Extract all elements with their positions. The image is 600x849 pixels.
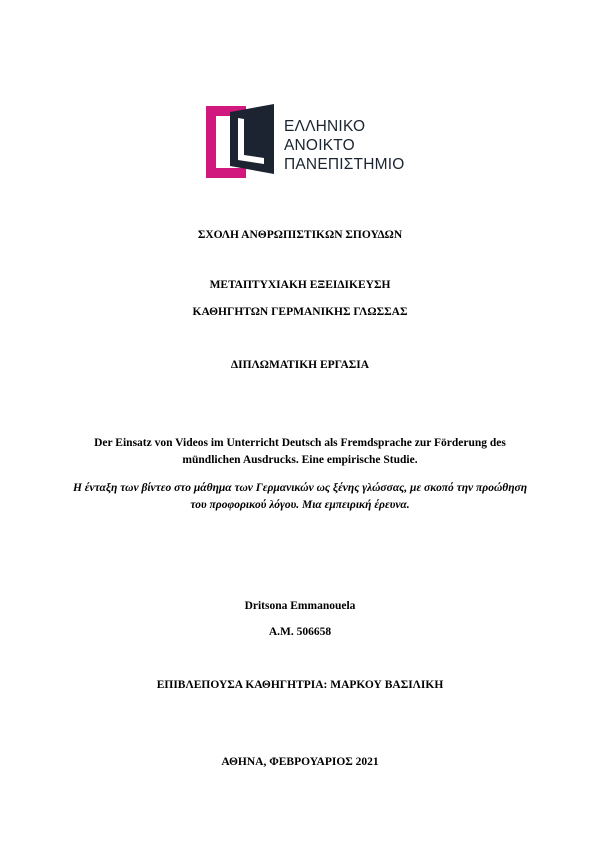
- university-name: [284, 117, 404, 174]
- title-german: Der Einsatz von Videos im Unterricht Deutsch als Fremdsprache zur Förderung des mündlichen Ausdrucks. Eine empirische Studie.: [94, 437, 506, 466]
- logo-line-3: ΠΑΝΕΠΙΣΤΗΜΙΟ: [284, 156, 405, 173]
- thesis-type: ΔΙΠΛΩΜΑΤΙΚΗ ΕΡΓΑΣΙΑ: [230, 359, 370, 371]
- university-logo: [204, 104, 404, 180]
- school-name: ΣΧΟΛΗ ΑΝΘΡΩΠΙΣΤΙΚΩΝ ΣΠΟΥΔΩΝ: [197, 229, 403, 241]
- author-name: Dritsona Emmanouela: [244, 600, 356, 612]
- university-emblem-icon: [204, 104, 280, 180]
- program-line-2: ΚΑΘΗΓΗΤΩΝ ΓΕΡΜΑΝΙΚΗΣ ΓΛΩΣΣΑΣ: [192, 306, 408, 318]
- student-id: A.M. 506658: [268, 626, 332, 638]
- logo-line-2: ΑΝΟΙΚΤΟ: [284, 137, 355, 154]
- program-line-1: ΜΕΤΑΠΤΥΧΙΑΚΗ ΕΞΕΙΔΙΚΕΥΣΗ: [209, 279, 391, 291]
- place-date: ΑΘΗΝΑ, ΦΕΒΡΟΥΑΡΙΟΣ 2021: [221, 756, 379, 768]
- supervisor: ΕΠΙΒΛΕΠΟΥΣΑ ΚΑΘΗΓΗΤΡΙΑ: ΜΑΡΚΟΥ ΒΑΣΙΛΙΚΗ: [156, 679, 444, 691]
- logo-line-1: ΕΛΛΗΝΙΚΟ: [284, 118, 366, 135]
- title-greek: Η ένταξη των βίντεο στο μάθημα των Γερμανικών ως ξένης γλώσσας, με σκοπό την προώθηση του προφορικού λόγου. Μια εμπειρική έρευνα.: [72, 482, 528, 511]
